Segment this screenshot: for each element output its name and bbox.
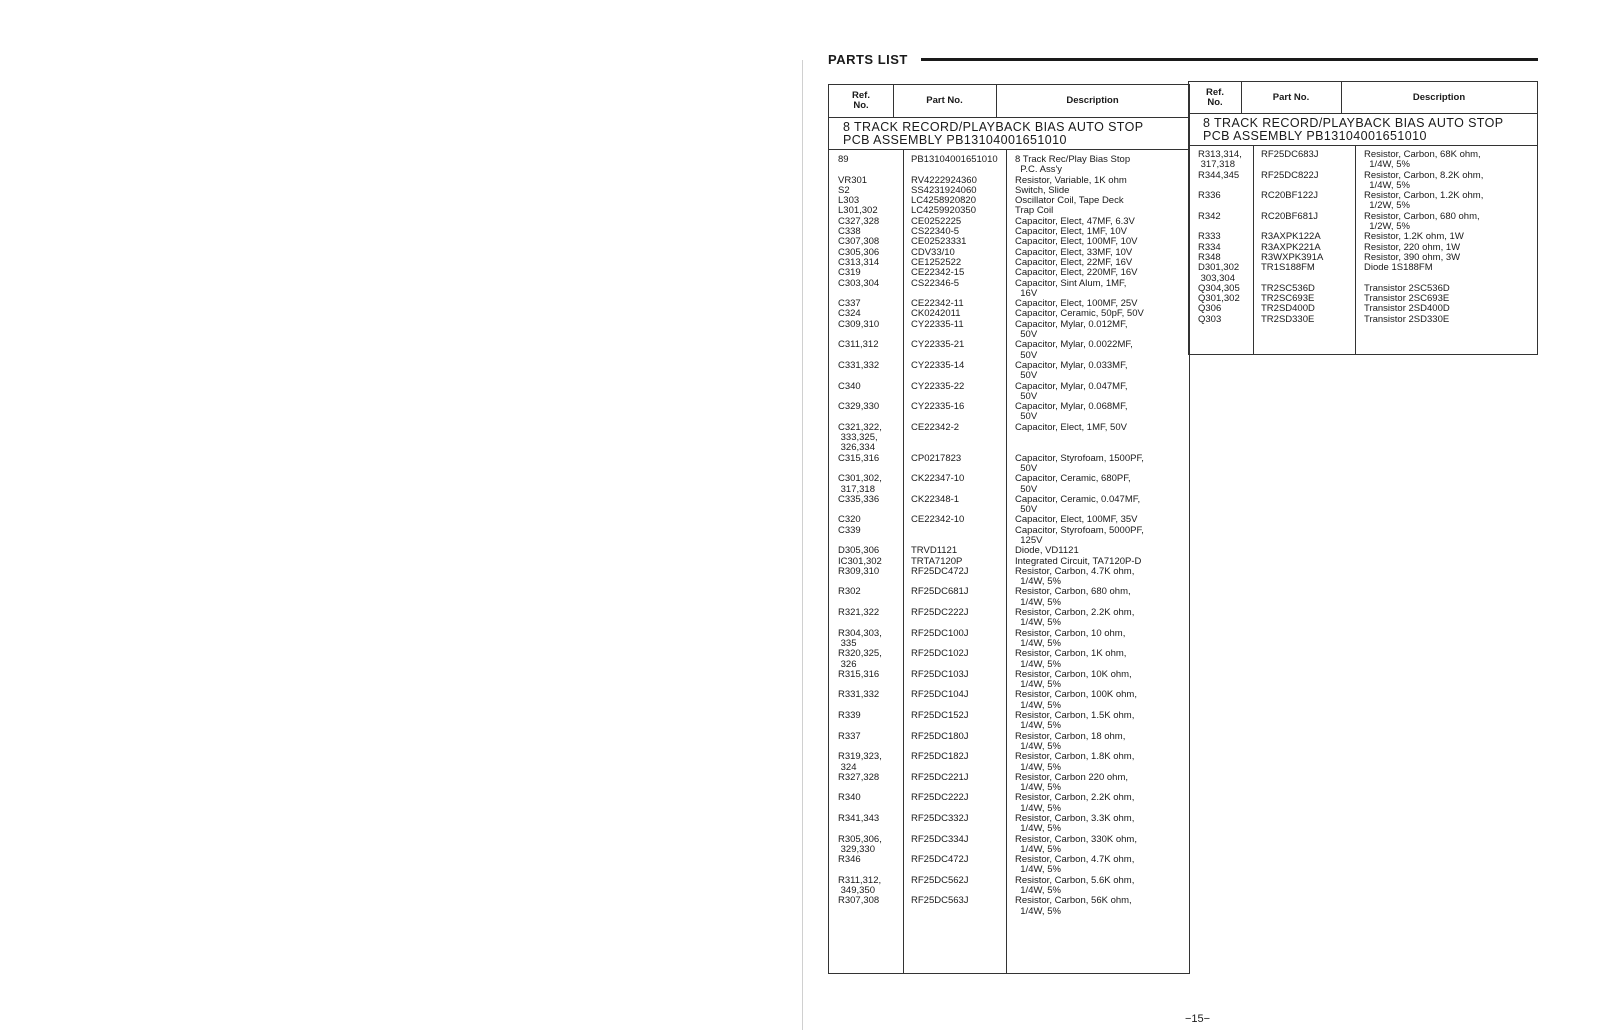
ref-cell: S2: [838, 184, 850, 196]
ref-cell: L303: [838, 195, 860, 207]
part-no-cell: R3AXPK221A: [1261, 241, 1321, 253]
part-no-cell: RF25DC562J: [911, 874, 969, 886]
part-no-cell: CE22342-15: [911, 267, 965, 279]
table-row: [1189, 212, 1537, 233]
title-rule: [921, 58, 1538, 61]
table-row: [829, 196, 1189, 206]
description-cell: Resistor, Carbon, 1.8K ohm, 1/4W, 5%: [1015, 751, 1135, 773]
part-no-cell: CY22335-14: [911, 359, 965, 371]
ref-cell: C319: [838, 267, 861, 279]
description-cell: Resistor, Carbon, 1.2K ohm, 1/2W, 5%: [1364, 190, 1484, 212]
header-part: Part No.: [926, 95, 963, 106]
part-no-cell: CY22335-16: [911, 401, 965, 413]
ref-cell: R334: [1198, 241, 1221, 253]
part-no-cell: LC4258920820: [911, 195, 976, 207]
description-cell: Resistor, Carbon, 680 ohm, 1/4W, 5%: [1015, 586, 1131, 608]
ref-cell: C313,314: [838, 256, 880, 268]
table-row: [1189, 243, 1537, 253]
description-cell: Resistor, Carbon, 18 ohm, 1/4W, 5%: [1015, 730, 1126, 752]
ref-cell: R341,343: [838, 813, 880, 824]
part-no-cell: RV4222924360: [911, 174, 977, 186]
part-no-cell: CE0252225: [911, 215, 962, 227]
part-no-cell: TR2SD330E: [1261, 313, 1315, 325]
ref-cell: C320: [838, 514, 861, 526]
description-cell: Resistor, Carbon, 8.2K ohm, 1/4W, 5%: [1364, 169, 1484, 191]
description-cell: Resistor, Carbon, 4.7K ohm, 1/4W, 5%: [1015, 565, 1135, 588]
description-cell: Resistor, Carbon, 1.5K ohm, 1/4W, 5%: [1015, 710, 1135, 732]
table-header: [829, 85, 1189, 118]
part-no-cell: RF25DC222J: [911, 607, 969, 619]
table-row: [829, 402, 1189, 423]
table-row: [829, 320, 1189, 341]
description-cell: Resistor, Carbon, 330K ohm, 1/4W, 5%: [1015, 833, 1137, 855]
description-cell: Resistor, Carbon, 3.3K ohm, 1/4W, 5%: [1015, 813, 1135, 835]
part-no-cell: RF25DC104J: [911, 689, 969, 701]
ref-cell: R348: [1198, 251, 1221, 263]
ref-cell: VR301: [838, 174, 868, 186]
rows-left: [829, 155, 1189, 917]
table-row: [1189, 191, 1537, 212]
description-cell: Capacitor, Sint Alum, 1MF, 16V: [1015, 277, 1127, 299]
table-row: [829, 855, 1189, 876]
table-row: [829, 217, 1189, 227]
ref-cell: R339: [838, 710, 861, 722]
ref-cell: R302: [838, 586, 861, 598]
part-no-cell: CK22348-1: [911, 493, 960, 505]
table-row: [829, 896, 1189, 917]
ref-cell: C339: [838, 524, 861, 536]
ref-cell: C303,304: [838, 277, 880, 289]
table-row: [829, 248, 1189, 258]
table-row: [829, 557, 1189, 567]
description-cell: Capacitor, Elect, 22MF, 16V: [1015, 256, 1133, 268]
ref-cell: C315,316: [838, 452, 880, 464]
part-no-cell: TR2SC693E: [1261, 293, 1315, 305]
table-row: [829, 237, 1189, 247]
ref-cell: C301,302, 317,318: [838, 473, 882, 495]
description-cell: Capacitor, Ceramic, 0.047MF, 50V: [1015, 493, 1141, 516]
part-no-cell: LC4259920350: [911, 205, 976, 217]
part-no-cell: CE22342-10: [911, 514, 965, 526]
ref-cell: C337: [838, 298, 861, 310]
ref-cell: R307,308: [838, 895, 880, 907]
ref-cell: IC301,302: [838, 555, 882, 567]
ref-cell: C335,336: [838, 493, 880, 505]
page-number: −15−: [1185, 1013, 1211, 1025]
part-no-cell: TR2SC536D: [1261, 282, 1315, 294]
description-cell: Capacitor, Elect, 1MF, 10V: [1015, 226, 1127, 238]
ref-cell: Q304,305: [1198, 282, 1240, 294]
description-cell: Capacitor, Elect, 47MF, 6.3V: [1015, 215, 1135, 227]
part-no-cell: CE1252522: [911, 256, 962, 268]
ref-cell: R304,303, 335: [838, 627, 882, 649]
ref-cell: C305,306: [838, 246, 880, 258]
table-row: [829, 268, 1189, 278]
table-row: [829, 382, 1189, 403]
ref-cell: C331,332: [838, 359, 880, 371]
description-cell: Capacitor, Mylar, 0.047MF, 50V: [1015, 380, 1128, 402]
ref-cell: C309,310: [838, 318, 880, 330]
part-no-cell: RC20BF122J: [1261, 190, 1319, 202]
ref-cell: C324: [838, 308, 861, 320]
header-part: Part No.: [1272, 91, 1310, 103]
col-divider: [1341, 82, 1342, 113]
part-no-cell: RF25DC180J: [911, 730, 969, 742]
description-cell: Oscillator Coil, Tape Deck: [1015, 195, 1124, 207]
description-cell: Trap Coil: [1015, 205, 1054, 217]
ref-cell: R327,328: [838, 771, 880, 783]
part-no-cell: CK22347-10: [911, 473, 965, 485]
description-cell: Resistor, Carbon, 2.2K ohm, 1/4W, 5%: [1015, 607, 1135, 629]
ref-cell: D301,302 303,304: [1198, 262, 1240, 284]
ref-cell: L301,302: [838, 205, 878, 217]
col-divider: [893, 85, 894, 117]
description-cell: Capacitor, Elect, 100MF, 25V: [1015, 298, 1138, 310]
ref-cell: R319,323, 324: [838, 751, 882, 773]
ref-cell: C321,322, 333,325, 326,334: [838, 421, 882, 454]
ref-cell: Q301,302: [1198, 293, 1240, 305]
table-row: [829, 186, 1189, 196]
description-cell: Resistor, Carbon, 680 ohm, 1/2W, 5%: [1364, 210, 1480, 233]
table-row: [829, 279, 1189, 300]
part-no-cell: CK0242011: [911, 308, 961, 320]
part-no-cell: RF25DC182J: [911, 751, 969, 763]
description-cell: Capacitor, Elect, 1MF, 50V: [1015, 421, 1127, 433]
description-cell: Resistor, 1.2K ohm, 1W: [1364, 231, 1464, 243]
ref-cell: R315,316: [838, 668, 880, 680]
ref-cell: R346: [838, 854, 861, 866]
table-row: [1189, 171, 1537, 192]
table-row: [829, 732, 1189, 753]
part-no-cell: SS4231924060: [911, 184, 977, 196]
ref-cell: R305,306, 329,330: [838, 833, 882, 855]
ref-cell: R336: [1198, 190, 1221, 202]
part-no-cell: CY22335-11: [911, 318, 964, 330]
parts-table-left: [828, 84, 1190, 974]
ref-cell: C307,308: [838, 236, 880, 248]
table-row: [1189, 263, 1537, 284]
description-cell: Resistor, Carbon, 10 ohm, 1/4W, 5%: [1015, 627, 1126, 649]
description-cell: Capacitor, Styrofoam, 5000PF, 125V: [1015, 524, 1144, 546]
header-ref: Ref. No.: [1206, 86, 1224, 108]
part-no-cell: RF25DC221J: [911, 771, 969, 783]
part-no-cell: RF25DC681J: [911, 586, 969, 598]
col-divider: [1241, 82, 1242, 113]
table-row: [829, 526, 1189, 547]
table-row: [829, 773, 1189, 794]
header-desc: Description: [1066, 95, 1119, 106]
assembly-title: 8 TRACK RECORD/PLAYBACK BIAS AUTO STOP PCB ASSEMBLY PB13104001651010: [829, 117, 1189, 150]
description-cell: Capacitor, Mylar, 0.012MF, 50V: [1015, 318, 1128, 341]
description-cell: Capacitor, Mylar, 0.068MF, 50V: [1015, 401, 1128, 423]
part-no-cell: RF25DC152J: [911, 710, 969, 722]
table-row: [829, 474, 1189, 495]
part-no-cell: CDV33/10: [911, 246, 955, 258]
ref-cell: R333: [1198, 231, 1221, 243]
description-cell: Capacitor, Elect, 33MF, 10V: [1015, 246, 1133, 258]
part-no-cell: RF25DC103J: [911, 668, 969, 680]
description-cell: Resistor, 390 ohm, 3W: [1364, 251, 1461, 263]
table-row: [1189, 150, 1537, 171]
description-cell: Capacitor, Mylar, 0.0022MF, 50V: [1015, 339, 1133, 361]
part-no-cell: RF25DC563J: [911, 895, 969, 907]
table-row: [829, 649, 1189, 670]
page-title: PARTS LIST: [828, 52, 908, 67]
description-cell: Transistor 2SC536D: [1364, 282, 1450, 294]
header-desc: Description: [1412, 91, 1466, 103]
description-cell: Capacitor, Elect, 100MF, 10V: [1015, 236, 1138, 248]
part-no-cell: RC20BF681J: [1261, 210, 1319, 222]
description-cell: Integrated Circuit, TA7120P-D: [1015, 555, 1142, 567]
description-cell: Resistor, Carbon, 2.2K ohm, 1/4W, 5%: [1015, 792, 1135, 814]
description-cell: Resistor, 220 ohm, 1W: [1364, 241, 1461, 253]
table-row: [829, 835, 1189, 856]
part-no-cell: CS22346-5: [911, 277, 960, 289]
table-row: [829, 587, 1189, 608]
ref-cell: R344,345: [1198, 169, 1240, 181]
description-cell: Capacitor, Ceramic, 680PF, 50V: [1015, 473, 1131, 495]
ref-cell: R342: [1198, 210, 1221, 222]
part-no-cell: RF25DC683J: [1261, 149, 1319, 160]
part-no-cell: PB13104001651010: [911, 154, 998, 165]
ref-cell: R313,314, 317,318: [1198, 149, 1242, 171]
description-cell: Resistor, Carbon, 56K ohm, 1/4W, 5%: [1015, 895, 1132, 917]
description-cell: Capacitor, Elect, 220MF, 16V: [1015, 267, 1138, 279]
part-no-cell: CS22340-5: [911, 226, 960, 238]
description-cell: Capacitor, Styrofoam, 1500PF, 50V: [1015, 452, 1144, 474]
part-no-cell: TR1S188FM: [1261, 262, 1315, 274]
description-cell: Resistor, Carbon, 100K ohm, 1/4W, 5%: [1015, 689, 1137, 711]
ref-cell: R311,312, 349,350: [838, 874, 882, 897]
description-cell: Capacitor, Ceramic, 50pF, 50V: [1015, 308, 1144, 320]
part-no-cell: RF25DC332J: [911, 813, 969, 824]
ref-cell: C338: [838, 226, 861, 238]
description-cell: Transistor 2SC693E: [1364, 293, 1450, 305]
ref-cell: Q306: [1198, 303, 1222, 315]
description-cell: Resistor, Carbon, 5.6K ohm, 1/4W, 5%: [1015, 874, 1135, 897]
table-row: [829, 876, 1189, 897]
part-no-cell: R3AXPK122A: [1261, 231, 1321, 243]
description-cell: Diode, VD1121: [1015, 545, 1079, 557]
description-cell: Diode 1S188FM: [1364, 262, 1433, 274]
part-no-cell: CY22335-22: [911, 380, 965, 392]
table-row: [829, 454, 1189, 475]
description-cell: Capacitor, Mylar, 0.033MF, 50V: [1015, 359, 1128, 382]
table-row: [1189, 315, 1537, 325]
ref-cell: C329,330: [838, 401, 880, 413]
description-cell: Resistor, Carbon 220 ohm, 1/4W, 5%: [1015, 771, 1129, 794]
table-row: [1189, 294, 1537, 304]
part-no-cell: TRTA7120P: [911, 555, 963, 567]
table-row: [829, 423, 1189, 454]
table-row: [829, 176, 1189, 186]
part-no-cell: RF25DC822J: [1261, 169, 1319, 181]
table-row: [829, 629, 1189, 650]
part-no-cell: RF25DC100J: [911, 627, 969, 639]
part-no-cell: RF25DC222J: [911, 792, 969, 804]
part-no-cell: CY22335-21: [911, 339, 965, 351]
table-row: [829, 670, 1189, 691]
table-row: [829, 711, 1189, 732]
description-cell: Resistor, Carbon, 1K ohm, 1/4W, 5%: [1015, 648, 1127, 670]
ref-cell: C311,312: [838, 339, 879, 351]
table-row: [1189, 232, 1537, 242]
ref-cell: 89: [838, 154, 849, 165]
table-row: [829, 155, 1189, 176]
part-no-cell: TRVD1121: [911, 545, 958, 557]
ref-cell: R340: [838, 792, 861, 804]
table-row: [1189, 304, 1537, 314]
ref-cell: Q303: [1198, 313, 1222, 325]
description-cell: Switch, Slide: [1015, 184, 1070, 196]
ref-cell: D305,306: [838, 545, 880, 557]
table-row: [1189, 253, 1537, 263]
table-row: [829, 309, 1189, 319]
part-no-cell: TR2SD400D: [1261, 303, 1315, 315]
ref-cell: C340: [838, 380, 861, 392]
part-no-cell: [903, 526, 1006, 547]
table-row: [829, 567, 1189, 588]
description-cell: Resistor, Carbon, 68K ohm, 1/4W, 5%: [1364, 149, 1481, 171]
table-row: [829, 206, 1189, 216]
part-no-cell: RF25DC102J: [911, 648, 969, 660]
ref-cell: R321,322: [838, 607, 880, 619]
ref-cell: R331,332: [838, 689, 880, 701]
table-row: [829, 752, 1189, 773]
description-cell: Resistor, Variable, 1K ohm: [1015, 174, 1127, 186]
rows-right: [1189, 150, 1537, 325]
table-row: [829, 814, 1189, 835]
table-row: [829, 495, 1189, 516]
part-no-cell: RF25DC334J: [911, 833, 969, 845]
description-cell: Resistor, Carbon, 4.7K ohm, 1/4W, 5%: [1015, 854, 1135, 876]
table-row: [1189, 284, 1537, 294]
description-cell: Resistor, Carbon, 10K ohm, 1/4W, 5%: [1015, 668, 1132, 691]
table-row: [829, 608, 1189, 629]
description-cell: Transistor 2SD400D: [1364, 303, 1450, 315]
table-row: [829, 361, 1189, 382]
part-no-cell: CE02523331: [911, 236, 967, 248]
ref-cell: R337: [838, 730, 861, 742]
part-no-cell: R3WXPK391A: [1261, 251, 1324, 263]
description-cell: 8 Track Rec/Play Bias Stop P.C. Ass'y: [1015, 154, 1131, 176]
ref-cell: C327,328: [838, 215, 880, 227]
table-row: [829, 340, 1189, 361]
assembly-title: 8 TRACK RECORD/PLAYBACK BIAS AUTO STOP PCB ASSEMBLY PB13104001651010: [1189, 113, 1537, 146]
part-no-cell: CE22342-11: [911, 298, 964, 310]
description-cell: Capacitor, Elect, 100MF, 35V: [1015, 514, 1138, 526]
part-no-cell: RF25DC472J: [911, 565, 969, 577]
description-cell: Transistor 2SD330E: [1364, 313, 1450, 325]
table-row: [829, 690, 1189, 711]
part-no-cell: RF25DC472J: [911, 854, 969, 866]
header-ref: Ref. No.: [852, 90, 870, 111]
ref-cell: R320,325, 326: [838, 648, 882, 670]
ref-cell: R309,310: [838, 565, 880, 577]
page-gutter: [802, 60, 803, 1030]
col-divider: [996, 85, 997, 117]
parts-table-right: [1188, 81, 1538, 355]
table-row: [829, 793, 1189, 814]
part-no-cell: CE22342-2: [911, 421, 960, 433]
part-no-cell: CP0217823: [911, 452, 962, 464]
